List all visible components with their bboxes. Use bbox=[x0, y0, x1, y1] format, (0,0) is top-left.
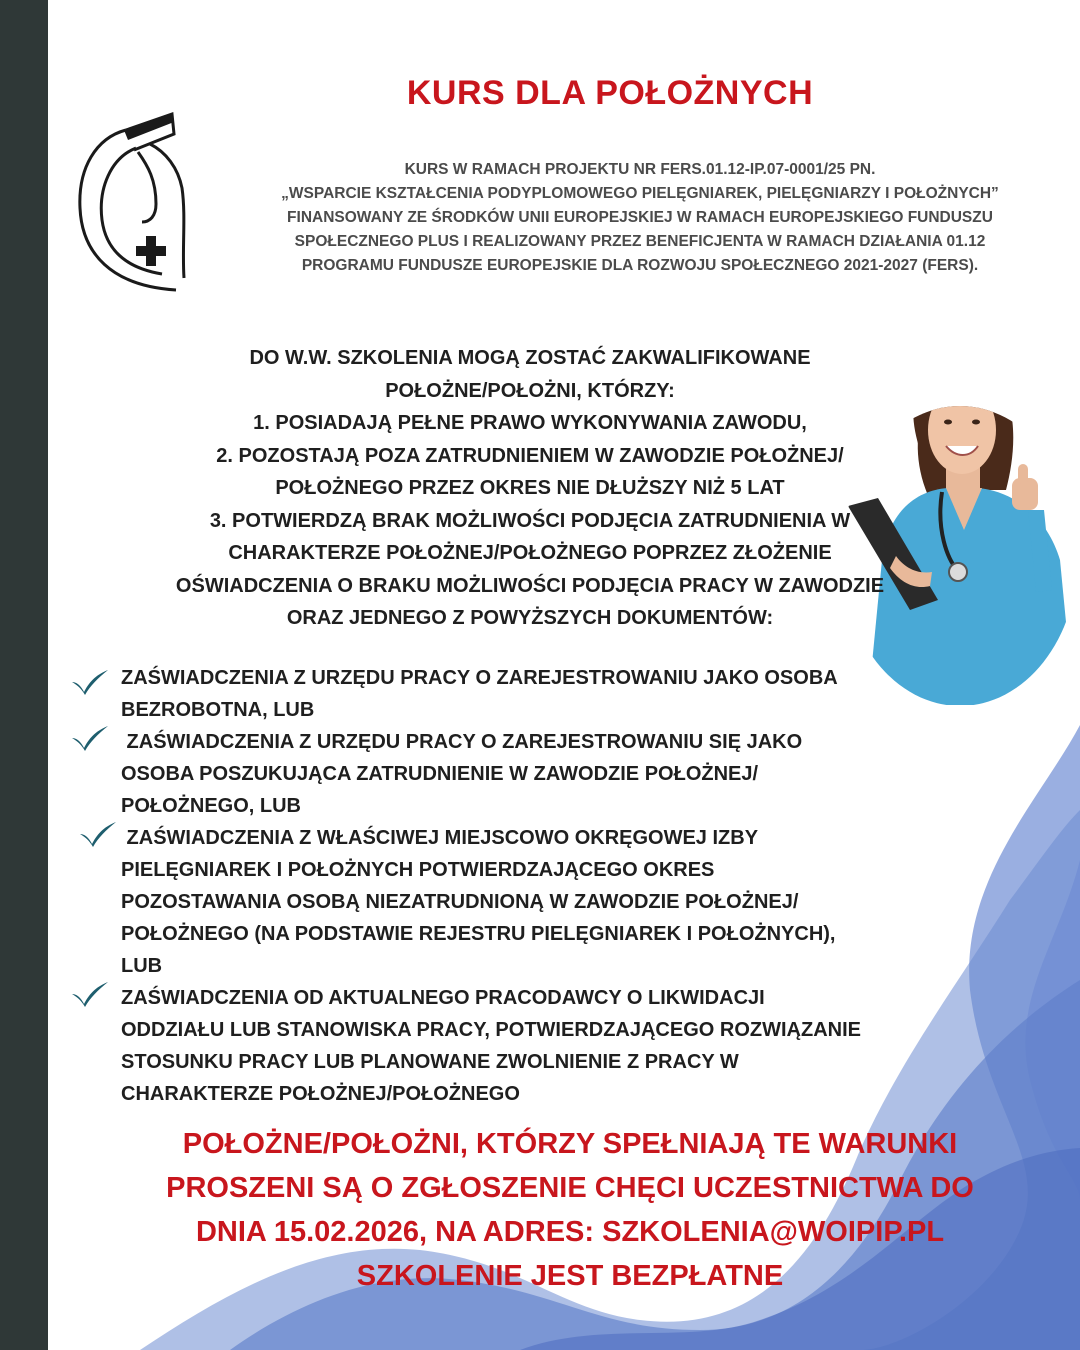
criteria-line: CHARAKTERZE POŁOŻNEJ/POŁOŻNEGO POPRZEZ ZŁOŻENIE bbox=[228, 542, 832, 564]
criteria-line: POŁOŻNE/POŁOŻNI, KTÓRZY: bbox=[385, 379, 675, 402]
list-item-line: ZAŚWIADCZENIA Z URZĘDU PRACY O ZAREJESTROWANIU JAKO OSOBA bbox=[121, 667, 838, 689]
criteria-line: ORAZ JEDNEGO Z POWYŻSZYCH DOKUMENTÓW: bbox=[286, 607, 774, 629]
cta-line: POŁOŻNE/POŁOŻNI, KTÓRZY SPEŁNIAJĄ TE WARUNKI bbox=[182, 1128, 958, 1160]
required-documents-list bbox=[0, 662, 1080, 1110]
list-item-line: ODDZIAŁU LUB STANOWISKA PRACY, POTWIERDZAJĄCEGO ROZWIĄZANIE bbox=[121, 1019, 861, 1041]
criteria-line: POŁOŻNEGO PRZEZ OKRES NIE DŁUŻSZY NIŻ 5 LAT bbox=[275, 477, 785, 499]
list-item bbox=[0, 662, 1080, 726]
list-item bbox=[0, 726, 1080, 822]
eligibility-criteria bbox=[105, 342, 955, 635]
list-item-line: OSOBA POSZUKUJĄCA ZATRUDNIENIE W ZAWODZIE POŁOŻNEJ/ bbox=[121, 763, 759, 785]
list-item-line: POZOSTAWANIA OSOBĄ NIEZATRUDNIONĄ W ZAWODZIE POŁOŻNEJ/ bbox=[121, 891, 799, 913]
project-line: PROGRAMU FUNDUSZE EUROPEJSKIE DLA ROZWOJU SPOŁECZNEGO 2021-2027 (FERS). bbox=[301, 257, 979, 274]
checkmark-icon bbox=[70, 724, 110, 752]
list-item-line: PIELĘGNIAREK I POŁOŻNYCH POTWIERDZAJĄCEGO OKRES bbox=[121, 859, 715, 881]
list-item-line: ZAŚWIADCZENIA Z WŁAŚCIWEJ MIEJSCOWO OKRĘGOWEJ IZBY bbox=[121, 827, 759, 849]
list-item-line: POŁOŻNEGO (NA PODSTAWIE REJESTRU PIELĘGNIAREK I POŁOŻNYCH), bbox=[121, 923, 836, 945]
page-title: KURS DLA POŁOŻNYCH bbox=[406, 74, 814, 112]
list-item-line: POŁOŻNEGO, LUB bbox=[121, 795, 301, 817]
list-item-line: ZAŚWIADCZENIA OD AKTUALNEGO PRACODAWCY O LIKWIDACJI bbox=[121, 987, 765, 1009]
list-item bbox=[0, 822, 1080, 982]
cta-line: DNIA 15.02.2026, NA ADRES: SZKOLENIA@WOIPIP.PL bbox=[195, 1216, 945, 1248]
list-item-line: CHARAKTERZE POŁOŻNEJ/POŁOŻNEGO bbox=[121, 1083, 520, 1105]
list-item-line: ZAŚWIADCZENIA Z URZĘDU PRACY O ZAREJESTROWANIU SIĘ JAKO bbox=[121, 731, 803, 753]
call-to-action bbox=[100, 1122, 1040, 1298]
project-line: KURS W RAMACH PROJEKTU NR FERS.01.12-IP.07-0001/25 PN. bbox=[404, 161, 876, 178]
criteria-line: OŚWIADCZENIA O BRAKU MOŻLIWOŚCI PODJĘCIA PRACY W ZAWODZIE bbox=[175, 574, 885, 597]
cta-line: SZKOLENIE JEST BEZPŁATNE bbox=[356, 1260, 784, 1292]
project-line: SPOŁECZNEGO PLUS I REALIZOWANY PRZEZ BENEFICJENTA W RAMACH DZIAŁANIA 01.12 bbox=[294, 233, 986, 250]
project-line: FINANSOWANY ZE ŚRODKÓW UNII EUROPEJSKIEJ W RAMACH EUROPEJSKIEGO FUNDUSZU bbox=[287, 209, 993, 226]
midwife-logo-icon bbox=[66, 108, 196, 298]
list-item-line: STOSUNKU PRACY LUB PLANOWANE ZWOLNIENIE Z PRACY W bbox=[121, 1051, 739, 1073]
cta-line: PROSZENI SĄ O ZGŁOSZENIE CHĘCI UCZESTNICTWA DO bbox=[166, 1172, 974, 1204]
checkmark-icon bbox=[78, 820, 118, 848]
list-item-line: BEZROBOTNA, LUB bbox=[121, 699, 315, 721]
project-description bbox=[210, 158, 1070, 278]
list-item bbox=[0, 982, 1080, 1110]
list-item-line: LUB bbox=[121, 955, 163, 977]
criteria-line: 3. POTWIERDZĄ BRAK MOŻLIWOŚCI PODJĘCIA ZATRUDNIENIA W bbox=[209, 509, 851, 532]
project-line: „WSPARCIE KSZTAŁCENIA PODYPLOMOWEGO PIELĘGNIAREK, PIELĘGNIARZY I POŁOŻNYCH” bbox=[281, 185, 999, 202]
checkmark-icon bbox=[70, 668, 110, 696]
criteria-line: 1. POSIADAJĄ PEŁNE PRAWO WYKONYWANIA ZAWODU, bbox=[253, 412, 807, 434]
criteria-line: 2. POZOSTAJĄ POZA ZATRUDNIENIEM W ZAWODZIE POŁOŻNEJ/ bbox=[216, 444, 844, 467]
checkmark-icon bbox=[70, 980, 110, 1008]
criteria-line: DO W.W. SZKOLENIA MOGĄ ZOSTAĆ ZAKWALIFIKOWANE bbox=[249, 347, 811, 369]
